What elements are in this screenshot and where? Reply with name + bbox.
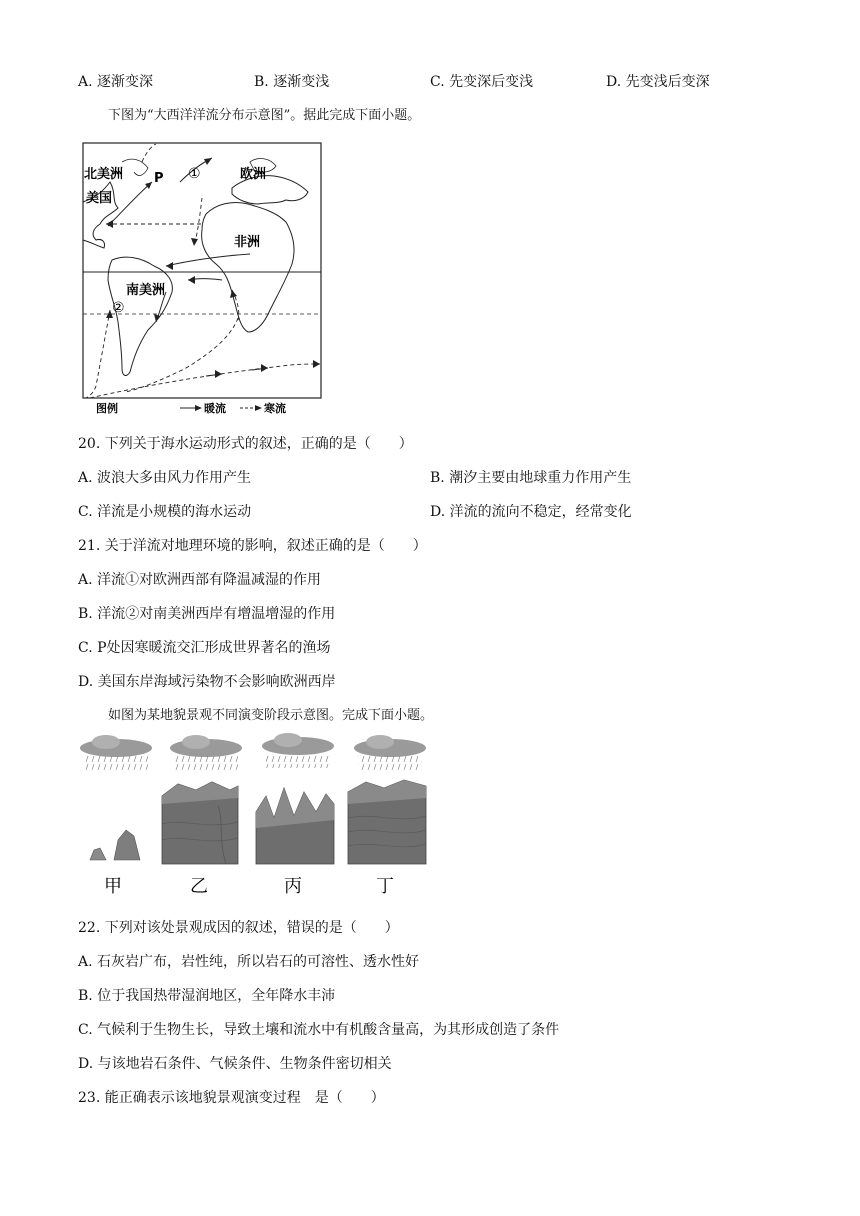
q19-option-a: A. 逐渐变深 [78,74,154,90]
legend-warm: 暖流 [204,402,226,414]
label-p: P [154,171,164,186]
q22-option-c: C. 气候利于生物生长，导致土壤和流水中有机酸含量高，为其形成创造了条件 [78,1022,560,1038]
label-current-1: ① [188,166,201,182]
q21-option-d: D. 美国东岸海域污染物不会影响欧洲西岸 [78,674,336,690]
label-south-america: 南美洲 [126,283,166,298]
label-current-2: ② [112,300,125,316]
label-north-america: 北美洲 [84,167,124,182]
cloud-icon [170,735,242,770]
q21-option-a: A. 洋流①对欧洲西部有降温减湿的作用 [78,572,322,588]
q21-option-b: B. 洋流②对南美洲西岸有增温增湿的作用 [78,606,336,622]
stage-label-yi: 乙 [190,876,208,897]
atlantic-current-map [82,142,322,414]
q23-stem: 23. 能正确表示该地貌景观演变过程 是（ ） [78,1090,385,1106]
stage-label-ding: 丁 [376,876,394,897]
q20-option-b: B. 潮汐主要由地球重力作用产生 [430,470,632,486]
cloud-icon [354,735,426,770]
label-europe: 欧洲 [240,167,267,182]
q22-option-a: A. 石灰岩广布，岩性纯，所以岩石的可溶性、透水性好 [78,954,420,970]
q19-option-d: D. 先变浅后变深 [606,74,710,90]
q19-option-c: C. 先变深后变浅 [430,74,534,90]
cloud-icon [262,733,334,768]
legend-cold: 寒流 [264,402,286,414]
legend-title: 图例 [96,402,118,414]
cloud-icon [80,735,152,770]
q19-option-b: B. 逐渐变浅 [254,74,330,90]
q20-stem: 20. 下列关于海水运动形式的叙述，正确的是（ ） [78,436,413,452]
q20-option-a: A. 波浪大多由风力作用产生 [78,470,252,486]
stage-label-bing: 丙 [284,876,302,897]
q20-option-d: D. 洋流的流向不稳定，经常变化 [430,504,632,520]
stage-label-jia: 甲 [104,876,122,897]
q21-option-c: C. P处因寒暖流交汇形成世界著名的渔场 [78,640,331,656]
q20-option-c: C. 洋流是小规模的海水运动 [78,504,252,520]
q22-stem: 22. 下列对该处景观成因的叙述，错误的是（ ） [78,920,399,936]
intro-karst: 如图为某地貌景观不同演变阶段示意图。完成下面小题。 [108,708,434,723]
label-usa: 美国 [86,191,113,206]
intro-atlantic: 下图为“大西洋洋流分布示意图”。据此完成下面小题。 [108,108,421,123]
q21-stem: 21. 关于洋流对地理环境的影响，叙述正确的是（ ） [78,538,427,554]
q22-option-b: B. 位于我国热带湿润地区，全年降水丰沛 [78,988,336,1004]
label-africa: 非洲 [234,235,261,250]
karst-stages-figure [78,732,438,902]
q22-option-d: D. 与该地岩石条件、气候条件、生物条件密切相关 [78,1056,392,1072]
